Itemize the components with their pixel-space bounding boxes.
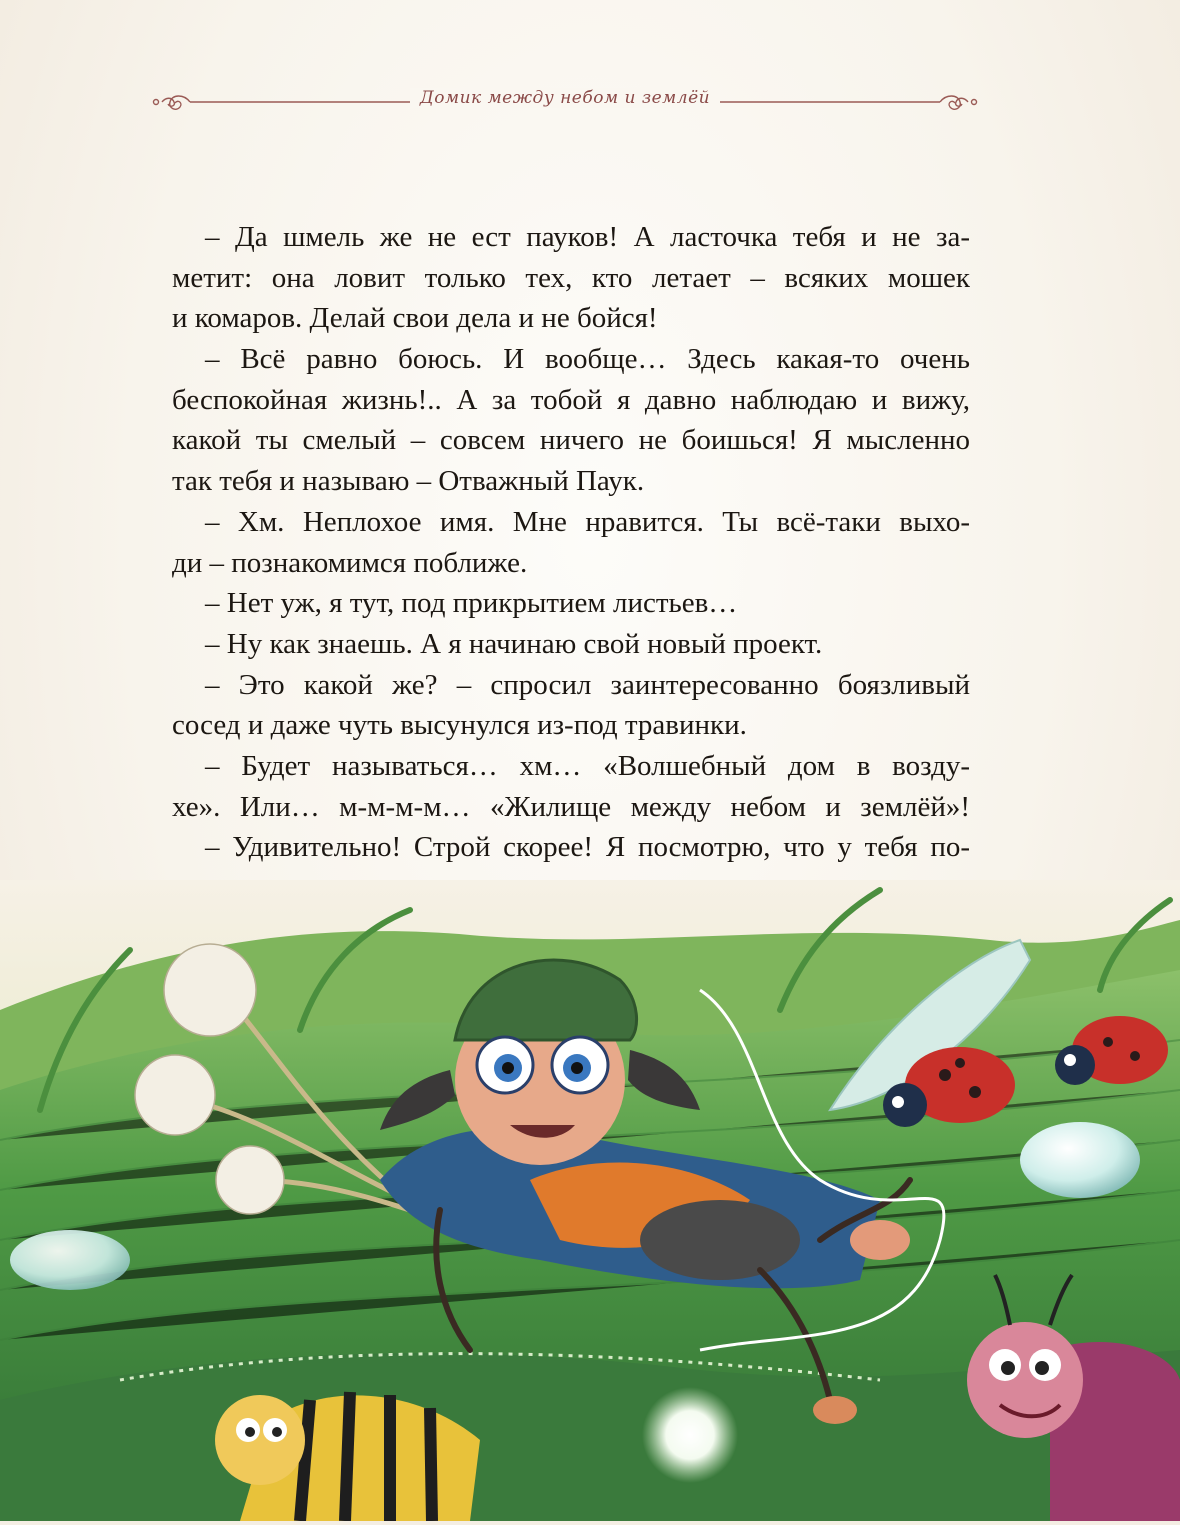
text-line: – Это какой же? – спросил заинтересованно боязливый	[205, 668, 970, 701]
meadow-illustration	[0, 880, 1180, 1521]
text-line: хе». Или… м-м-м-м… «Жилище между небом и землёй»!	[172, 790, 970, 823]
text-line: ди – познакомимся поближе.	[172, 546, 528, 579]
glowing-drop	[642, 1387, 738, 1483]
text-line: – Да шмель же не ест пауков! А ласточка тебя и не за-	[205, 221, 970, 253]
story-text	[172, 217, 970, 909]
text-line: – Хм. Неплохое имя. Мне нравится. Ты всё-таки выхо-	[205, 505, 970, 538]
text-line: метит: она ловит только тех, кто летает – всяких мошек	[172, 261, 970, 294]
text-line: – Удивительно! Строй скорее! Я посмотрю, что у тебя по-	[205, 831, 970, 864]
running-header	[150, 84, 980, 124]
dew-drop	[10, 1230, 130, 1290]
text-line: беспокойная жизнь!.. А за тобой я давно наблюдаю и вижу,	[172, 383, 970, 416]
running-header-title: Домик между небом и землёй	[410, 88, 720, 108]
text-line: – Всё равно боюсь. И вообще… Здесь какая-то очень	[205, 343, 970, 376]
text-line: так тебя и называю – Отважный Паук.	[172, 465, 645, 498]
text-line: какой ты смелый – совсем ничего не боишься! Я мысленно	[172, 424, 970, 457]
illustration	[0, 880, 1180, 1521]
dew-drop	[1020, 1122, 1140, 1198]
text-line: – Ну как знаешь. А я начинаю свой новый проект.	[205, 627, 823, 660]
text-line: сосед и даже чуть высунулся из-под травинки.	[172, 709, 747, 742]
text-line: и комаров. Делай свои дела и не бойся!	[172, 302, 658, 335]
text-line: – Нет уж, я тут, под прикрытием листьев…	[205, 587, 738, 620]
text-line: – Будет называться… хм… «Волшебный дом в возду-	[205, 749, 970, 782]
